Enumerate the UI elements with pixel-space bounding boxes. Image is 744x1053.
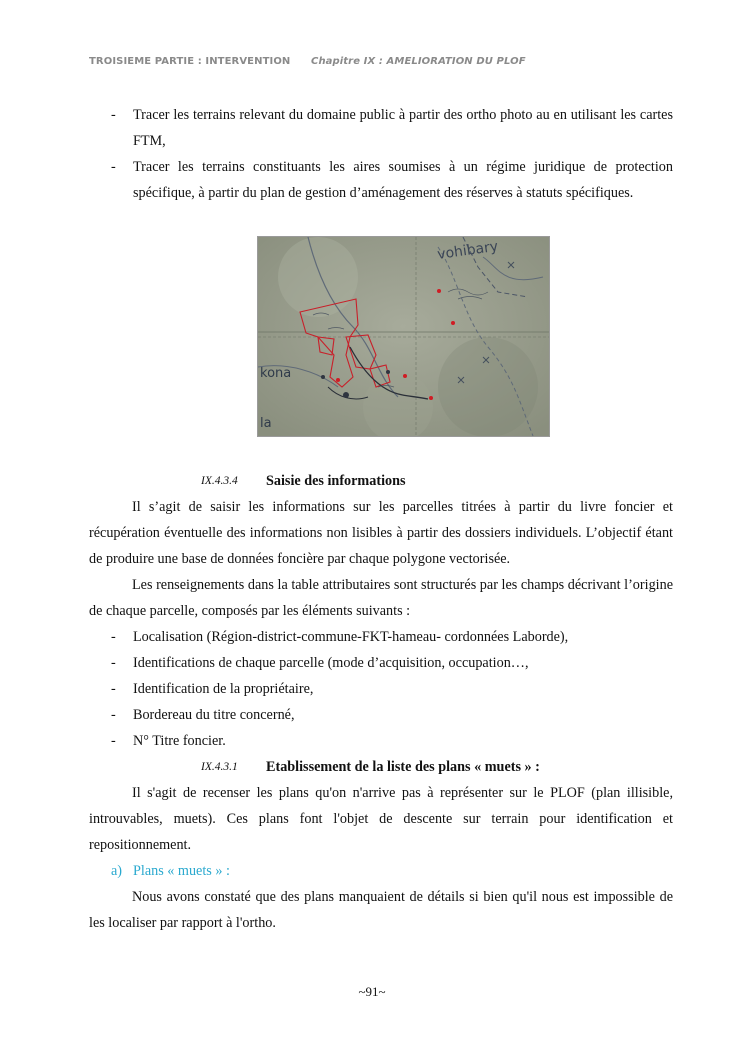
- list-item: - Tracer les terrains relevant du domaine public à partir des ortho photo au en utilisant les cartes FTM,: [111, 107, 673, 149]
- header-chapter: Chapitre IX : AMELIORATION DU PLOF: [311, 56, 526, 67]
- map-image: [258, 237, 549, 436]
- paragraph: Il s’agit de saisir les informations sur les parcelles titrées à partir du livre foncier et récupération éventuelle des informations non lisibles à partir des dossiers individuels. L’objectif étant de produire une base de données foncière par chaque polygone vectorisée.: [89, 499, 673, 567]
- subsection-label: a): [111, 863, 123, 879]
- map-label-kona: kona: [260, 366, 292, 381]
- map-label-vohibary: vohibary: [436, 238, 500, 263]
- list-item: - N° Titre foncier.: [111, 733, 226, 749]
- list-item: - Tracer les terrains constituants les aires soumises à un régime juridique de protection spécifique, à partir du plan de gestion d’aménagement des réserves à statuts spécifiques.: [111, 159, 673, 201]
- section-title: Saisie des informations: [266, 473, 406, 489]
- paragraph: Les renseignements dans la table attributaires sont structurés par les champs décrivant l’origine de chaque parcelle, composés par les éléments suivants :: [89, 577, 673, 619]
- list-item: - Identification de la propriétaire,: [111, 681, 314, 697]
- section-number: IX.4.3.4: [201, 475, 238, 487]
- paragraph: Nous avons constaté que des plans manquaient de détails si bien qu'il nous est impossible de les localiser par rapport à l'ortho.: [89, 889, 673, 931]
- page-number: ~91~: [358, 984, 386, 999]
- list-item: - Bordereau du titre concerné,: [111, 707, 295, 723]
- section-title: Etablissement de la liste des plans « muets » :: [266, 759, 540, 775]
- header-part: TROISIEME PARTIE : INTERVENTION: [89, 56, 291, 67]
- paragraph: Il s'agit de recenser les plans qu'on n'arrive pas à représenter sur le PLOF (plan illisible, introuvables, muets). Ces plans font l'objet de descente sur terrain pour identification et repositionnement.: [89, 785, 673, 853]
- section-number: IX.4.3.1: [201, 761, 238, 773]
- map-label-la: la: [260, 416, 272, 431]
- subsection-title: Plans « muets » :: [133, 863, 230, 879]
- running-header: [89, 56, 526, 67]
- cadastral-map-figure: [257, 236, 550, 437]
- list-item: - Identifications de chaque parcelle (mode d’acquisition, occupation…,: [111, 655, 529, 671]
- list-item: - Localisation (Région-district-commune-FKT-hameau- cordonnées Laborde),: [111, 629, 569, 645]
- bullet-list-top: [89, 102, 673, 206]
- bullet-list-fields: [89, 624, 673, 754]
